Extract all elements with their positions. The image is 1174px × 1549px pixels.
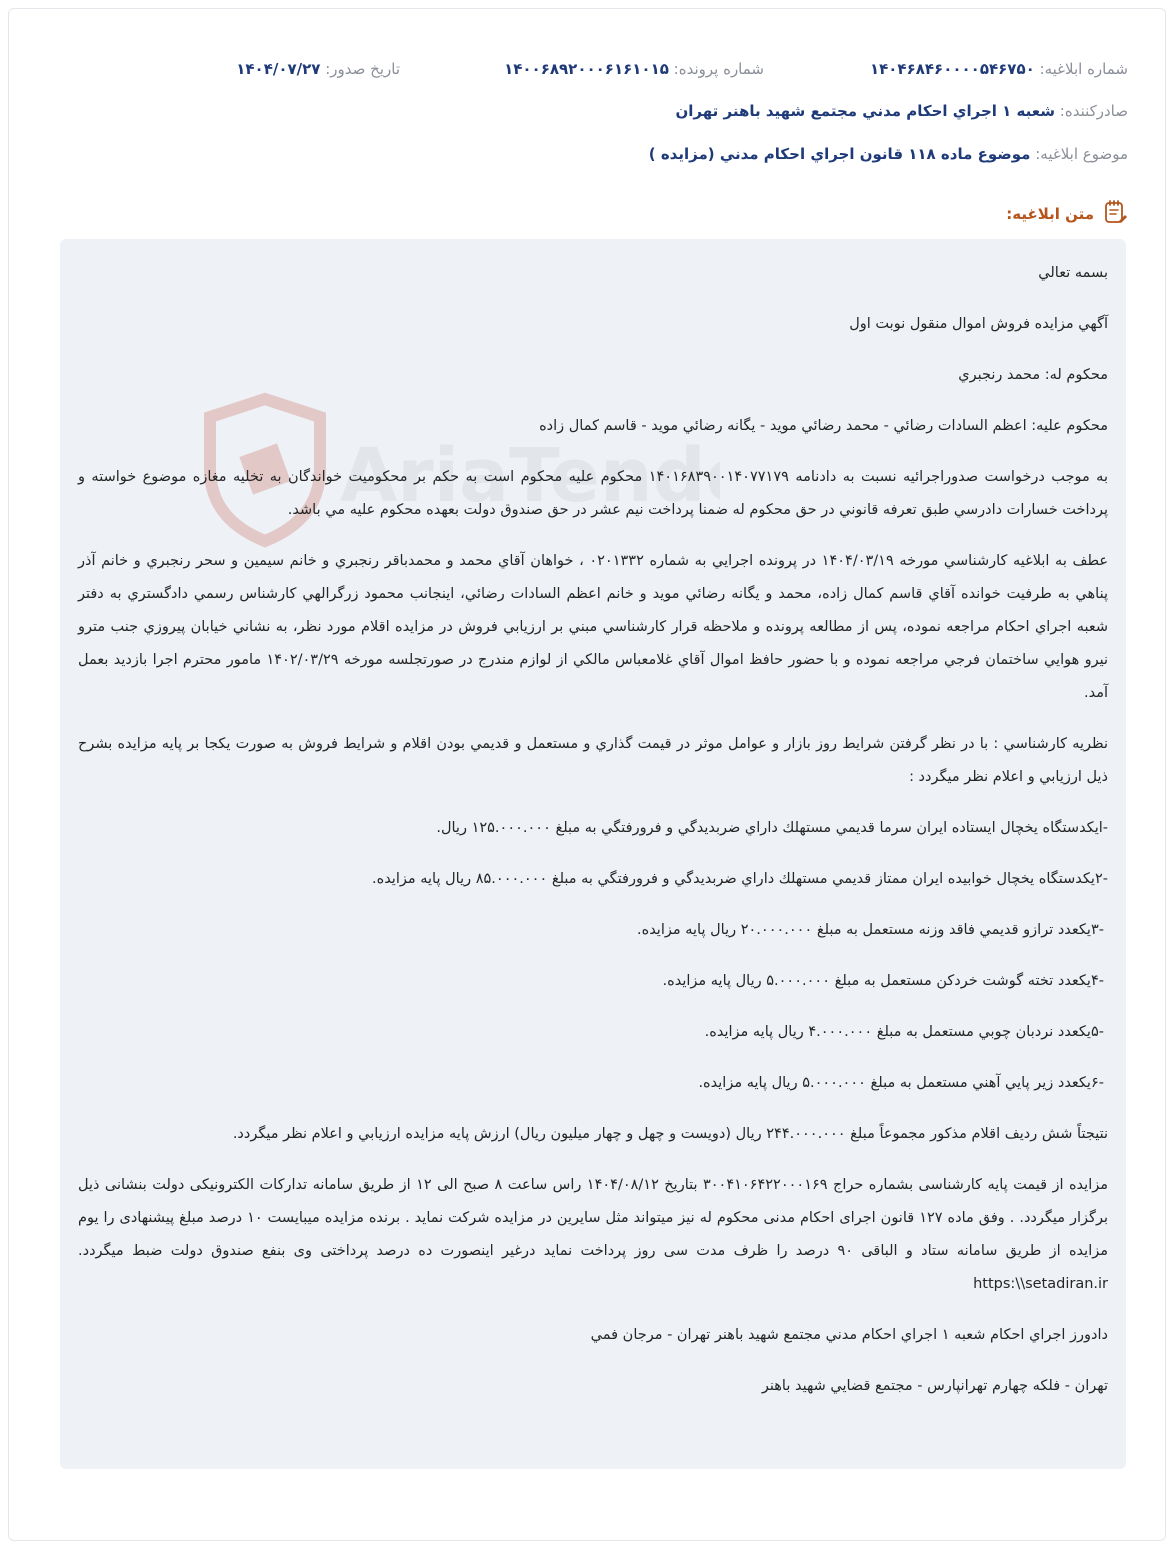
file-number-value: ۱۴۰۰۶۸۹۲۰۰۰۶۱۶۱۰۱۵ — [504, 60, 669, 78]
issue-date-label: تاريخ صدور: — [325, 60, 400, 78]
body-paragraph-9: مزايده از قيمت پايه کارشناسی بشماره حراج ۳۰۰۴۱۰۶۴۲۲۰۰۰۱۶۹ بتاريخ ۱۴۰۴/۰۸/۱۲ راس ساعت ۸ صبح الی ۱۲ از طريق سامانه تدارکات الکترونيکی دولت بنشانی ذيل برگزار ميگردد. . وفق ماده ۱۲۷ قانون اجرای احکام مدنی محکوم له نيز ميتواند مثل سايرين در مزايده شرکت نمايد . برنده مزايده ميبايست ۱۰ درصد مبلغ پيشنهادی را يوم مزايده از طريق سامانه ستاد و الباقی ۹۰ درصد را ظرف مدت سی روز پرداخت نمايد درغير اينصورت ده درصد پرداختی وی بنفع صندوق دولت ضبط ميگردد. https:\\setadiran.ir — [78, 1177, 1108, 1292]
section-title-text: متن ابلاغيه: — [1006, 205, 1094, 223]
document-note-icon — [1102, 199, 1128, 229]
body-item-1: -ايکدستگاه يخچال ايستاده ايران سرما قديمي مستهلك داراي ضربديدگي و فرورفتگي به مبلغ ۱۲۵.۰۰۰.۰۰۰ ريال. — [436, 820, 1108, 836]
issuer-label: صادرکننده: — [1059, 102, 1128, 120]
meta-row — [40, 56, 1128, 82]
issue-date-value: ۱۴۰۴/۰۷/۲۷ — [236, 60, 321, 78]
body-item-5: -۵يکعدد نردبان چوبي مستعمل به مبلغ ۴.۰۰۰.۰۰۰ ريال پايه مزايده. — [704, 1024, 1104, 1040]
watermark-text: AriaTend — [340, 433, 706, 519]
subject-value: موضوع ماده ۱۱۸ قانون اجراي احکام مدني (مزايده ) — [648, 145, 1031, 163]
body-paragraph-8: نتيجتاً شش رديف اقلام مذکور مجموعاً مبلغ ۲۴۴.۰۰۰.۰۰۰ ريال (دويست و چهل و چهار ميليون ريال) ارزش پايه مزايده ارزيابي و اعلام نظر ميگردد. — [232, 1126, 1108, 1142]
body-item-4: -۴يکعدد تخته گوشت خردکن مستعمل به مبلغ ۵.۰۰۰.۰۰۰ ريال پايه مزايده. — [662, 973, 1104, 989]
body-paragraph-7: نظريه کارشناسي : با در نظر گرفتن شرايط روز بازار و عوامل موثر در قيمت گذاري و مستعمل و قديمي بودن اقلام و شرايط فروش به صورت يکجا بر پايه مزايده بشرح ذيل ارزيابي و اعلام نظر ميگردد : — [78, 736, 1108, 785]
notice-number-label: شماره ابلاغيه: — [1039, 60, 1128, 78]
file-number-label: شماره پرونده: — [673, 60, 764, 78]
body-paragraph-11: تهران - فلکه چهارم تهرانپارس - مجتمع قضايي شهيد باهنر — [761, 1378, 1108, 1394]
body-paragraph-6: عطف به ابلاغيه کارشناسي مورخه ۱۴۰۴/۰۳/۱۹ در پرونده اجرايي به شماره ۰۲۰۱۳۳۲ ، خواهان آقاي محمد و محمدباقر رنجبري و خانم سيمين و سحر رنجبري و خانم آذر پناهي به طرفيت خوانده آقاي قاسم کمال زاده، محمد و يگانه رضائي مويد و خانم اعظم السادات رضائي، اينجانب محمود زرگرالهي کارشناس رسمي دادگستري به دفتر شعبه اجراي احکام مراجعه نموده، پس از مطالعه پرونده و ملاحظه قرار کارشناسي مبني بر ارزيابي فروش در مزايده اقلام مورد نظر، به نشاني خيابان پيروزي جنب مترو نيرو هوايي ساختمان فرجي مراجعه نموده و با حضور حافظ اموال آقاي غلامعباس مالکي از لوازم مندرج در صورتجلسه مورخه ۱۴۰۲/۰۳/۲۹ مامور محترم اجرا بازديد بعمل آمد. — [78, 553, 1109, 701]
notice-number-value: ۱۴۰۴۶۸۴۶۰۰۰۰۵۴۶۷۵۰ — [869, 60, 1035, 78]
body-paragraph-10: دادورز اجراي احکام شعبه ۱ اجراي احکام مدني مجتمع شهيد باهنر تهران - مرجان فمي — [590, 1327, 1108, 1343]
body-paragraph-3: محکوم له: محمد رنجبري — [958, 367, 1108, 383]
body-paragraph-4: محکوم عليه: اعظم السادات رضائي - محمد رضائي مويد - يگانه رضائي مويد - قاسم کمال زاده — [539, 418, 1108, 434]
file-number — [504, 56, 764, 82]
section-title — [1006, 200, 1128, 228]
body-paragraph-2: آگهي مزايده فروش اموال منقول نوبت اول — [849, 316, 1108, 332]
issuer-line — [675, 98, 1128, 124]
notice-body-text — [78, 257, 1108, 1421]
body-paragraph-1: بسمه تعالي — [1038, 265, 1108, 281]
body-paragraph-5: به موجب درخواست صدوراجرائيه نسبت به دادنامه ۱۴۰۱۶۸۳۹۰۰۱۴۰۷۷۱۷۹ محکوم عليه محکوم است به حکم بر محکوميت خواندگان به تخليه مغازه موضوع خواسته و پرداخت خسارات دادرسي طبق تعرفه قانوني در حق محکوم له ضمنا پرداخت نيم عشر در حق صندوق دولت بعهده محکوم عليه مي باشد. — [78, 469, 1108, 518]
issuer-value: شعبه ۱ اجراي احکام مدني مجتمع شهيد باهنر تهران — [675, 102, 1055, 120]
body-item-2: -۲يکدستگاه يخچال خوابيده ايران ممتاز قديمي مستهلك داراي ضربديدگي و فرورفتگي به مبلغ ۸۵.۰۰۰.۰۰۰ ريال پايه مزايده. — [371, 871, 1108, 887]
notice-number — [870, 56, 1128, 82]
body-item-6: -۶يکعدد زير پايي آهني مستعمل به مبلغ ۵.۰۰۰.۰۰۰ ريال پايه مزايده. — [698, 1075, 1104, 1091]
body-item-3: -۳يکعدد ترازو قديمي فاقد وزنه مستعمل به مبلغ ۲۰.۰۰۰.۰۰۰ ريال پايه مزايده. — [636, 922, 1104, 938]
subject-label: موضوع ابلاغيه: — [1035, 145, 1128, 163]
issue-date — [236, 56, 400, 82]
notice-body-panel — [60, 239, 1126, 1469]
subject-line — [649, 141, 1128, 167]
